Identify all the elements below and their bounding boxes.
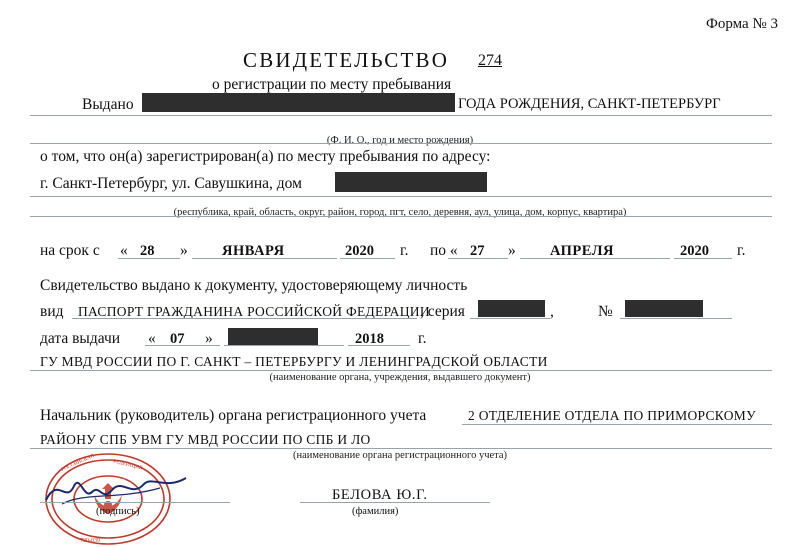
doc-intro: Свидетельство выдано к документу, удостоверяющему личность <box>40 277 468 294</box>
rule-doc-kind <box>72 318 417 319</box>
family-name-value: БЕЛОВА Ю.Г. <box>332 487 428 503</box>
doc-date-g: г. <box>418 330 427 347</box>
caption-address: (республика, край, область, округ, район, город, пгт, село, деревня, аул, улица, дом, корпус, квартира) <box>173 207 627 218</box>
redaction-fio <box>142 93 455 112</box>
rule-issued <box>30 115 772 116</box>
caption-signature: (подпись) <box>96 506 140 517</box>
term-po: по « <box>430 242 458 259</box>
term-month-from: ЯНВАРЯ <box>222 243 285 259</box>
doc-comma: , <box>550 303 554 320</box>
rule-authority <box>30 370 772 371</box>
rule-doc-series <box>470 318 550 319</box>
redaction-series <box>478 300 545 317</box>
term-month-to: АПРЕЛЯ <box>550 243 615 259</box>
rule-month-to <box>520 258 670 259</box>
doc-authority: ГУ МВД РОССИИ ПО Г. САНКТ – ПЕТЕРБУРГУ И ЛЕНИНГРАДСКОЙ ОБЛАСТИ <box>40 354 548 369</box>
document-subtitle: о регистрации по месту пребывания <box>212 76 452 93</box>
redaction-date-month <box>228 328 318 345</box>
certificate-number: 274 <box>478 52 502 69</box>
redaction-number <box>625 300 703 317</box>
doc-date-quote-close: » <box>205 330 213 347</box>
doc-number-label: № <box>598 303 613 320</box>
term-quote-close: » <box>180 242 188 259</box>
doc-kind-label: вид <box>40 303 64 320</box>
rule-doc-number <box>620 318 732 319</box>
term-quote-open: « <box>120 242 128 259</box>
address-value: г. Санкт-Петербург, ул. Савушкина, дом <box>40 175 302 192</box>
chief-org-line-1: 2 ОТДЕЛЕНИЕ ОТДЕЛА ПО ПРИМОРСКОМУ <box>468 408 756 423</box>
rule-date-year <box>348 345 410 346</box>
term-g-1: г. <box>400 242 409 259</box>
term-day-from: 28 <box>140 243 155 259</box>
svg-text:ФЕДЕРАЦИЯ: ФЕДЕРАЦИЯ <box>111 458 143 472</box>
issued-label: Выдано <box>82 96 134 113</box>
rule-address-2 <box>30 216 772 217</box>
term-quote-close-2: » <box>508 242 516 259</box>
doc-series-label: , серия <box>420 303 465 320</box>
issued-value-tail: ГОДА РОЖДЕНИЯ, САНКТ-ПЕТЕРБУРГ <box>458 96 721 112</box>
caption-family-name: (фамилия) <box>352 506 399 517</box>
chief-org-line-2: РАЙОНУ СПБ УВМ ГУ МВД РОССИИ ПО СПБ И ЛО <box>40 432 371 447</box>
rule-day-to <box>448 258 508 259</box>
rule-month-from <box>192 258 337 259</box>
term-day-to: 27 <box>470 243 485 259</box>
doc-date-year: 2018 <box>355 331 384 347</box>
chief-label: Начальник (руководитель) органа регистрационного учета <box>40 407 427 424</box>
doc-date-day: 07 <box>170 331 185 347</box>
rule-family-name <box>300 502 490 503</box>
rule-year-from <box>340 258 395 259</box>
rule-date-month <box>224 345 344 346</box>
term-prefix: на срок с <box>40 242 100 259</box>
caption-fio: (Ф. И. О., год и место рождения) <box>326 135 474 146</box>
doc-kind-value: ПАСПОРТ ГРАЖДАНИНА РОССИЙСКОЙ ФЕДЕРАЦИИ <box>78 304 430 319</box>
svg-text:780-039: 780-039 <box>80 538 100 544</box>
form-number: Форма № 3 <box>706 16 778 32</box>
redaction-address <box>335 172 487 192</box>
rule-chief-1 <box>462 424 772 425</box>
caption-authority: (наименование органа, учреждения, выдавшего документ) <box>269 372 531 383</box>
doc-date-quote-open: « <box>148 330 156 347</box>
rule-day-from <box>118 258 180 259</box>
term-year-to: 2020 <box>680 243 709 259</box>
caption-chief-org: (наименование органа регистрационного учета) <box>292 450 508 461</box>
rule-year-to <box>674 258 732 259</box>
doc-date-label: дата выдачи <box>40 330 121 347</box>
rule-date-day <box>145 345 220 346</box>
document-title: СВИДЕТЕЛЬСТВО <box>243 48 450 72</box>
rule-fio <box>30 143 772 144</box>
rule-signature <box>40 502 230 503</box>
term-year-from: 2020 <box>345 243 374 259</box>
svg-text:РОССИЙСКАЯ: РОССИЙСКАЯ <box>60 452 96 473</box>
rule-address-1 <box>30 196 772 197</box>
term-g-2: г. <box>737 242 746 259</box>
registered-statement: о том, что он(а) зарегистрирован(а) по месту пребывания по адресу: <box>40 148 491 165</box>
